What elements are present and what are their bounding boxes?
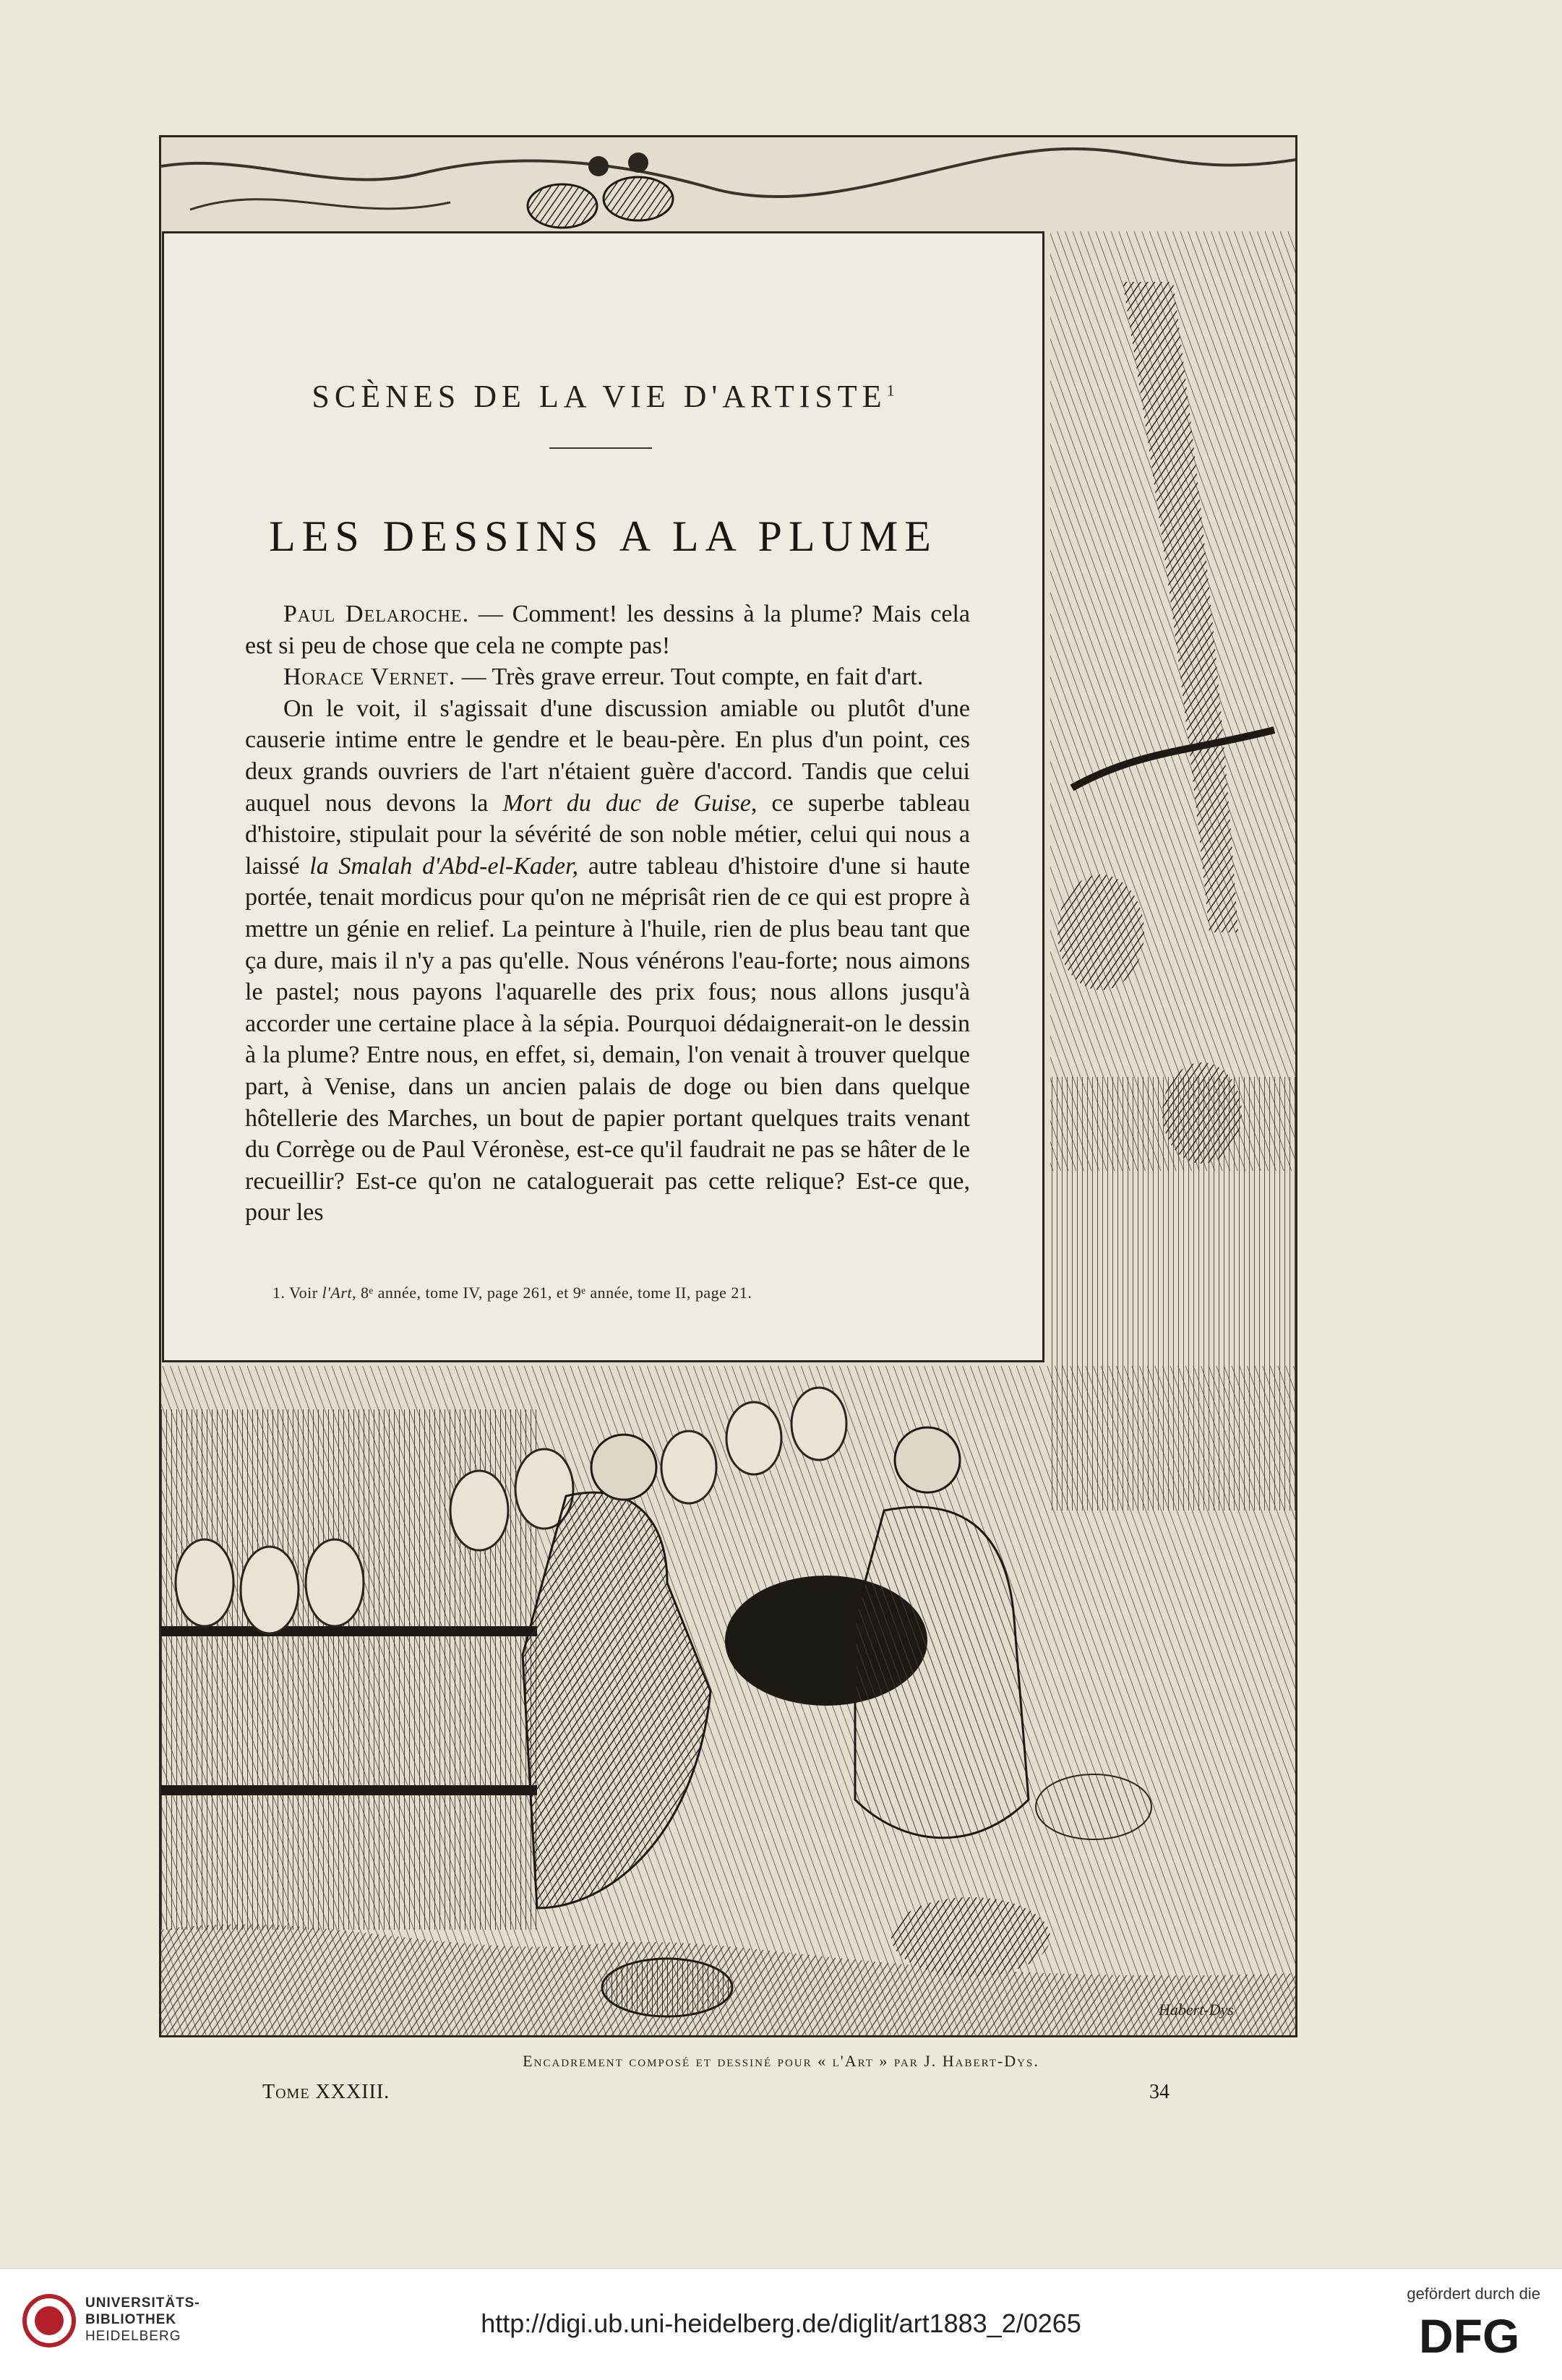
article-body <box>245 598 970 1229</box>
paragraph: Paul Delaroche. — Comment! les dessins à la plume? Mais cela est si peu de chose que cela ne compte pas! <box>245 601 971 659</box>
article-title: LES DESSINS A LA PLUME <box>269 512 937 560</box>
speaker-name: Paul Delaroche. <box>283 601 470 627</box>
paragraph: On le voit, il s'agissait d'une discussion amiable ou plutôt d'une causerie intime entre le gendre et le beau-père. En plus d'un point, ces deux grands ouvriers de l'art n'étaient guère d'accord. Tandis que celui auquel nous devons la Mort du duc de Guise, ce superbe tableau d'histoire, stipulait pour la sévérité de son noble métier, celui qui nous a laissé la Smalah d'Abd-el-Kader, autre tableau d'histoire d'une si haute portée, tenait mordicus pour qu'on ne méprisât rien de ce qui est propre à mettre un génie en relief. La peinture à l'huile, rien de plus beau tant que ça dure, mais il n'y a pas qu'elle. Nous vénérons l'eau-forte; nous aimons le pastel; nous payons l'aquarelle des prix fous; nous allons jusqu'à accorder une certaine place à la sépia. Pourquoi dédaignerait-on le dessin à la plume? Entre nous, en effet, si, demain, l'on venait à trouver quelque part, à Venise, dans un ancien palais de doge ou bien dans quelque hôtellerie des Marches, un bout de papier portant quelques traits venant du Corrège ou de Paul Véronèse, est-ce qu'il faudrait ne pas se hâter de le recueillir? Est-ce qu'on ne cataloguerait pas cette relique? Est-ce que, pour les <box>245 695 971 1226</box>
footnote: 1. Voir l'Art, 8ᵉ année, tome IV, page 261, et 9ᵉ année, tome II, page 21. <box>273 1284 752 1302</box>
digitization-footer <box>0 2268 1562 2380</box>
artist-signature: Habert-Dys <box>1159 2001 1234 2019</box>
dfg-logo-icon <box>1419 2312 1535 2358</box>
text-panel <box>162 231 1044 1362</box>
speaker-name: Horace Vernet. <box>283 663 456 691</box>
turkey-on-branch <box>1057 875 1144 990</box>
dove-left <box>528 184 597 228</box>
series-title: SCÈNES DE LA VIE D'ARTISTE$^1$ <box>312 379 895 414</box>
tome-label: Tome XXXIII. <box>262 2081 390 2103</box>
funding-label: gefördert durch die <box>1407 2285 1540 2303</box>
svg-text:DFG: DFG <box>1419 2312 1520 2358</box>
permalink-url[interactable]: http://digi.ub.uni-heidelberg.de/diglit/art1883_2/0265 <box>481 2308 1081 2338</box>
painting-title: la Smalah d'Abd-el-Kader, <box>309 852 579 880</box>
painting-title: Mort du duc de Guise <box>502 789 751 817</box>
library-name: UNIVERSITÄTS- BIBLIOTHEK HEIDELBERG <box>85 2295 200 2344</box>
title-divider <box>549 447 652 449</box>
footnote-mark: 1 <box>886 381 895 400</box>
ground-bird-2 <box>1036 1774 1151 1839</box>
ground-bird <box>891 1897 1050 1977</box>
dove-right <box>604 177 673 220</box>
paragraph: Horace Vernet. — Très grave erreur. Tout compte, en fait d'art. <box>283 663 924 691</box>
illustration-caption: Encadrement composé et dessiné pour « l'Art » par J. Habert-Dys. <box>523 2052 1039 2070</box>
page-number: 34 <box>1149 2081 1170 2103</box>
